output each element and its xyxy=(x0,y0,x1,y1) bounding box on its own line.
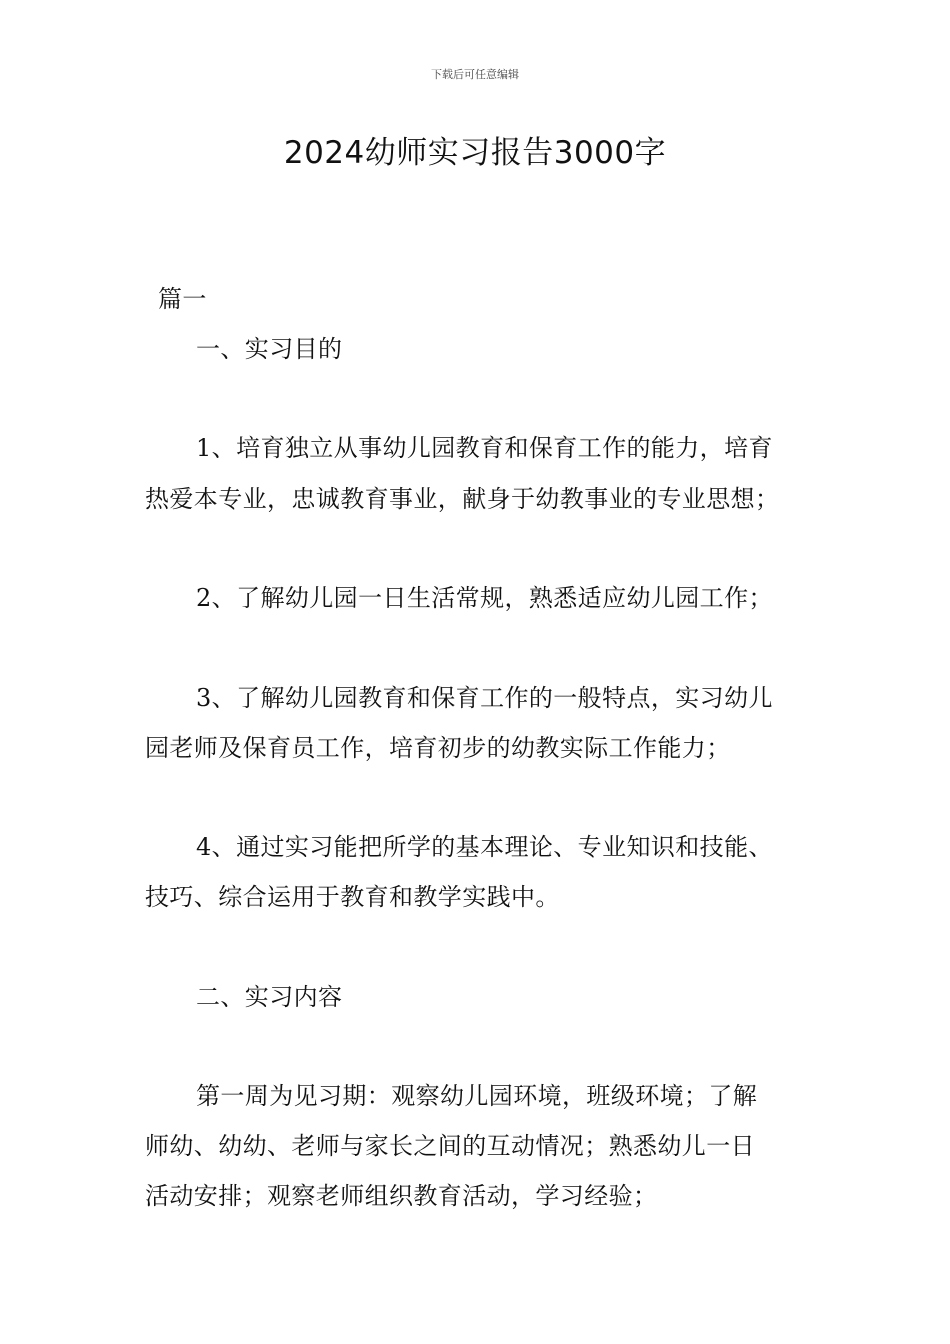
header-note: 下载后可任意编辑 xyxy=(431,68,519,81)
document-title: 2024幼师实习报告3000字 xyxy=(283,135,667,171)
paragraph-week1-line-2: 师幼、幼幼、老师与家长之间的互动情况；熟悉幼儿一日 xyxy=(145,1132,755,1160)
heading-objectives: 一、实习目的 xyxy=(196,335,343,363)
paragraph-item-2-line-1: 2、了解幼儿园一日生活常规，熟悉适应幼儿园工作； xyxy=(196,584,773,612)
section-label: 篇一 xyxy=(158,285,207,313)
paragraph-item-3-line-2: 园老师及保育员工作，培育初步的幼教实际工作能力； xyxy=(145,734,731,762)
paragraph-item-3-line-1: 3、了解幼儿园教育和保育工作的一般特点，实习幼儿 xyxy=(196,684,773,712)
paragraph-week1-line-1: 第一周为见习期：观察幼儿园环境，班级环境；了解 xyxy=(196,1082,758,1110)
paragraph-item-4-line-2: 技巧、综合运用于教育和教学实践中。 xyxy=(145,883,560,911)
paragraph-item-1-line-2: 热爱本专业，忠诚教育事业，献身于幼教事业的专业思想； xyxy=(145,485,780,513)
paragraph-item-1-line-1: 1、培育独立从事幼儿园教育和保育工作的能力，培育 xyxy=(196,434,773,462)
paragraph-week1-line-3: 活动安排；观察老师组织教育活动，学习经验； xyxy=(145,1182,658,1210)
heading-contents: 二、实习内容 xyxy=(196,983,343,1011)
paragraph-item-4-line-1: 4、通过实习能把所学的基本理论、专业知识和技能、 xyxy=(196,833,773,861)
